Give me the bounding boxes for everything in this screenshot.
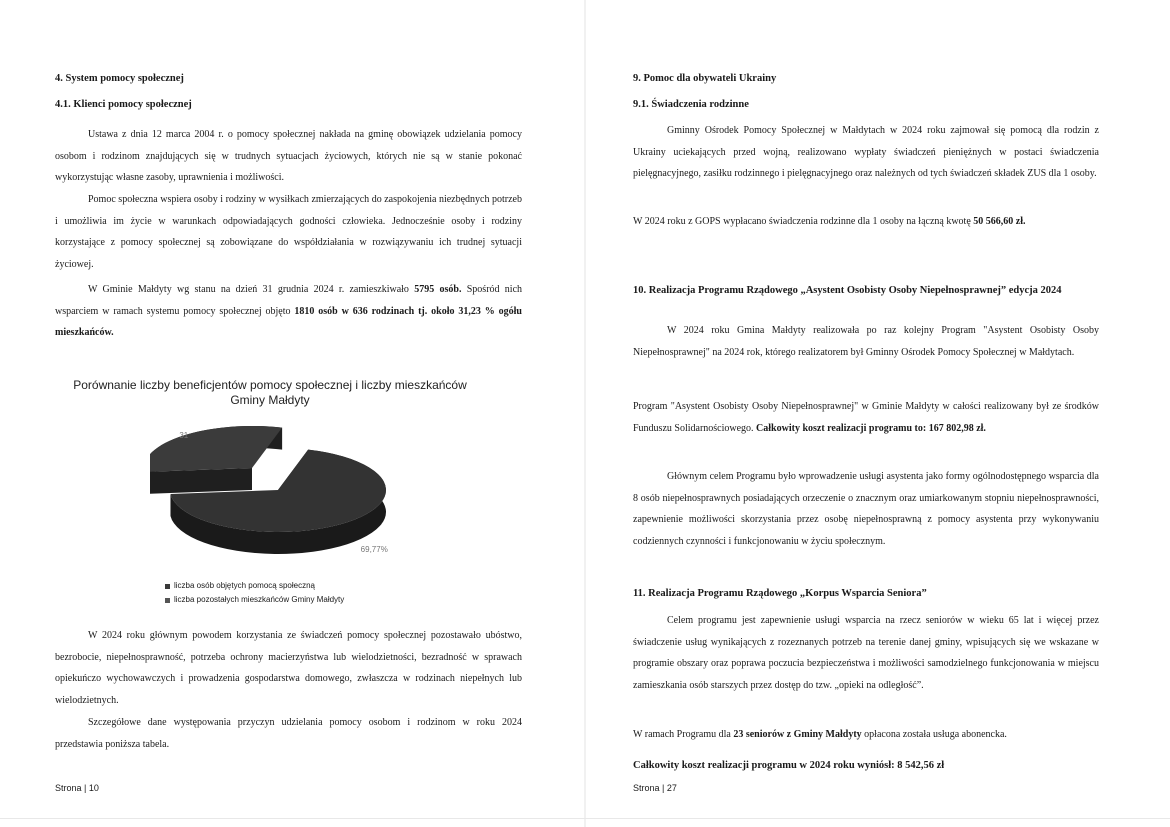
- paragraph-population: W Gminie Małdyty wg stanu na dzień 31 grudnia 2024 r. zamieszkiwało 5795 osób. Spośród nich wsparciem w ramach systemu pomocy społecznej objęto 1810 osób w 636 rodzinach tj. około 31,23 % ogółu mieszkańców.: [55, 284, 523, 338]
- pie-data-label: 31: [179, 430, 189, 440]
- section-heading: 11. Realizacja Programu Rządowego „Korpus Wsparcia Seniora”: [633, 588, 927, 599]
- pie-data-label: 69,77%: [360, 545, 388, 555]
- chart-legend: [165, 579, 344, 607]
- page-number: Strona | 27: [633, 783, 677, 793]
- paragraph: W 2024 roku głównym powodem korzystania ze świadczeń pomocy społecznej pozostawało ubóstwo, bezrobocie, niepełnosprawność, potrzeba ochrony macierzyństwa lub wielodzietności, bezradność w sprawach opiekuńczo wychowawczych i prowadzenia gospodarstwa domowego, zwłaszcza w rodzinach niepełnych lub wielodzietnych.: [55, 630, 522, 706]
- paragraph: Celem programu jest zapewnienie usługi wsparcia na rzecz seniorów w wieku 65 lat i więcej przez świadczenie usług wynikających z rozeznanych potrzeb na terenie danej gminy, wpisujących się we wskazane w programie obszary oraz poprawa poczucia bezpieczeństwa i możliwości samodzielnego funkcjonowania w miejscu zamieszkania osób starszych przez dostęp do tzw. „opieki na odległość”.: [633, 615, 1099, 691]
- right-page: [585, 0, 1170, 827]
- amount: 50 566,60 zł.: [973, 216, 1026, 227]
- pie-slice-wall: [150, 468, 252, 494]
- program-cost: Całkowity koszt realizacji programu to: 167 802,98 zł.: [756, 422, 986, 434]
- paragraph-program-cost: Program "Asystent Osobisty Osoby Niepełnosprawnej" w Gminie Małdyty w całości realizowany był ze środków Funduszu Solidarnościowego. Całkowity koszt realizacji programu to: 167 802,98 zł.: [633, 401, 1099, 434]
- chart-title: Porównanie liczby beneficjentów pomocy społecznej i liczby mieszkańców Gminy Małdyty: [73, 378, 467, 407]
- paragraph: Gminny Ośrodek Pomocy Społecznej w Małdytach w 2024 roku zajmował się pomocą dla rodzin z Ukrainy uciekających przed wojną, realizowano wypłaty świadczeń pieniężnych w postaci świadczenia pielęgnacyjnego, zasiłku rodzinnego i pielęgnacyjnego oraz należnych od tych świadczeń składek ZUS dla 1 osoby.: [633, 125, 1099, 179]
- legend-item: liczba osób objętych pomocą społeczną: [165, 579, 344, 593]
- paragraph: Pomoc społeczna wspiera osoby i rodziny w wysiłkach zmierzających do zaspokojenia niezbędnych potrzeb i umożliwia im życie w warunkach odpowiadających godności człowieka. Jednocześnie osoby i rodziny korzystające z pomocy społecznej są zobowiązane do współdziałania w rozwiązywaniu ich trudnej sytuacji życiowej.: [55, 194, 522, 270]
- legend-item: liczba pozostałych mieszkańców Gminy Małdyty: [165, 593, 344, 607]
- paragraph: W 2024 roku Gmina Małdyty realizowała po raz kolejny Program "Asystent Osobisty Osoby Niepełnosprawnej" na 2024 rok, którego realizatorem był Gminny Ośrodek Pomocy Społecznej w Małdytach.: [633, 325, 1099, 358]
- seniors-count: 23 seniorów z Gminy Małdyty: [733, 729, 862, 740]
- scan-edge: [0, 818, 1170, 819]
- legend-swatch: [165, 584, 170, 589]
- subsection-heading: 4.1. Klienci pomocy społecznej: [55, 99, 192, 110]
- page-number: Strona | 10: [55, 783, 99, 793]
- section-heading: 4. System pomocy społecznej: [55, 73, 184, 84]
- section-heading: 10. Realizacja Programu Rządowego „Asystent Osobisty Osoby Niepełnosprawnej” edycja 2024: [633, 285, 1062, 296]
- paragraph-seniors: W ramach Programu dla 23 seniorów z Gminy Małdyty opłacona została usługa abonencka.: [633, 729, 1007, 740]
- paragraph: Ustawa z dnia 12 marca 2004 r. o pomocy społecznej nakłada na gminę obowiązek udzielania pomocy osobom i rodzinom znajdujących się w trudnych sytuacjach życiowych, których nie są w stanie pokonać wykorzystując własne zasoby, uprawnienia i możliwości.: [55, 129, 522, 183]
- paragraph: Szczegółowe dane występowania przyczyn udzielania pomocy osobom i rodzinom w roku 2024 przedstawia poniższa tabela.: [55, 717, 522, 750]
- legend-swatch: [165, 598, 170, 603]
- paragraph-ukraine-amount: W 2024 roku z GOPS wypłacano świadczenia rodzinne dla 1 osoby na łączną kwotę 50 566,60 zł.: [633, 216, 1026, 227]
- population-count: 5795 osób.: [414, 284, 462, 295]
- paragraph: Głównym celem Programu było wprowadzenie usługi asystenta jako formy ogólnodostępnego wsparcia dla 8 osób niepełnosprawnych posiadających orzeczenie o znacznym oraz umiarkowanym stopniu niepełnosprawności, zapewnienie możliwości skorzystania przez osobę niepełnosprawną z pomocy asystenta przy wykonywaniu codziennych czynności i funkcjonowaniu w życiu społecznym.: [633, 471, 1099, 547]
- total-cost: Całkowity koszt realizacji programu w 2024 roku wyniósł: 8 542,56 zł: [633, 760, 945, 771]
- pie-slice: [150, 426, 282, 472]
- subsection-heading: 9.1. Świadczenia rodzinne: [633, 99, 749, 110]
- section-heading: 9. Pomoc dla obywateli Ukrainy: [633, 73, 777, 84]
- beneficiaries-count: 1810 osób w 636 rodzinach tj. około 31,23 % ogółu mieszkańców.: [55, 305, 522, 338]
- pie-chart: [150, 420, 400, 570]
